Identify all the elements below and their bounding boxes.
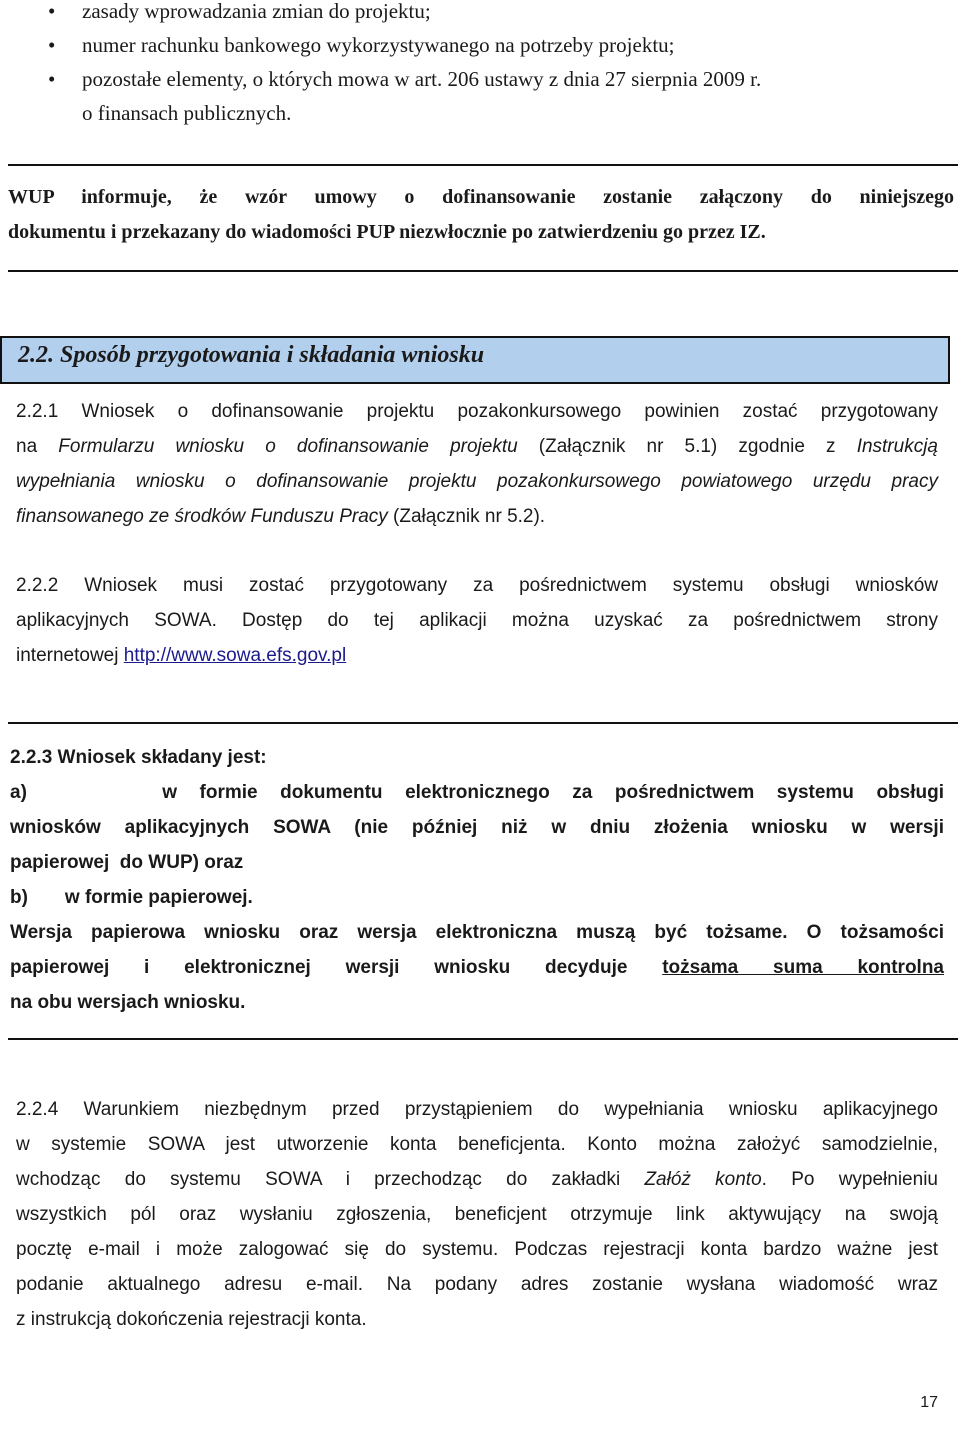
paragraph-line: papierowej i elektronicznej wersji wniosku decyduje tożsama suma kontrolna [10, 957, 944, 978]
paragraph-2-2-1: 2.2.1 Wniosek o dofinansowanie projektu pozakonkursowego powinien zostać przygotowany na Formularzu wniosku o dofinansowanie projektu (Załącznik nr 5.1) zgodnie z Instrukcją wypełniania wniosku o dofinansowanie projektu pozakonkursowego powiatowego urzędu pracy finansowanego ze środków Funduszu Pracy (Załącznik nr 5.2). [16, 394, 938, 534]
bullet-icon: • [48, 0, 56, 23]
divider [8, 722, 958, 724]
page-number: 17 [920, 1394, 938, 1411]
section-heading-box [0, 336, 950, 384]
divider [8, 164, 958, 166]
bullet-icon: • [48, 67, 56, 91]
bullet-icon: • [48, 33, 56, 57]
paragraph-line: na Formularzu wniosku o dofinansowanie projektu (Załącznik nr 5.1) zgodnie z Instrukcją [16, 436, 938, 457]
paragraph-2-2-3: 2.2.3 Wniosek składany jest: a) w formie dokumentu elektronicznego za pośrednictwem systemu obsługi wniosków aplikacyjnych SOWA (nie później niż w dniu złożenia wniosku w wersji papierowej do WUP) oraz b) w formie papierowej. Wersja papierowa wniosku oraz wersja elektroniczna muszą być tożsame. O tożsamości papierowej i elektronicznej wersji wniosku decyduje tożsama suma kontrolna na obu wersjach wniosku. [10, 747, 944, 1013]
paragraph-line: wchodząc do systemu SOWA i przechodząc do zakładki Załóż konto. Po wypełnieniu [16, 1169, 938, 1190]
paragraph-line: finansowanego ze środków Funduszu Pracy (Załącznik nr 5.2). [16, 506, 546, 527]
paragraph-2-2-4: 2.2.4 Warunkiem niezbędnym przed przystąpieniem do wypełniania wniosku aplikacyjnego w systemie SOWA jest utworzenie konta beneficjenta. Konto można założyć samodzielnie, wchodząc do systemu SOWA i przechodząc do zakładki Załóż konto. Po wypełnieniu wszystkich pól oraz wysłaniu zgłoszenia, beneficjent otrzymuje link aktywujący na swoją pocztę e-mail i może zalogować się do systemu. Podczas rejestracji konta bardzo ważne jest podanie aktualnego adresu e-mail. Na podany adres zostanie wysłana wiadomość wraz z instrukcją dokończenia rejestracji konta. [16, 1099, 938, 1330]
sowa-link[interactable]: http://www.sowa.efs.gov.pl [123, 645, 347, 666]
divider [8, 1038, 958, 1040]
wup-info-paragraph: WUP informuje, że wzór umowy o dofinansowanie zostanie załączony do niniejszego dokumentu i przekazany do wiadomości PUP niezwłocznie po zatwierdzeniu go przez IZ. [8, 186, 954, 243]
paragraph-2-2-2: 2.2.2 Wniosek musi zostać przygotowany za pośrednictwem systemu obsługi wniosków aplikacyjnych SOWA. Dostęp do tej aplikacji można uzyskać za pośrednictwem strony internetowej http://www.sowa.efs.gov.pl [16, 568, 938, 673]
divider [8, 270, 958, 272]
section-heading: 2.2. Sposób przygotowania i składania wniosku [18, 342, 485, 368]
paragraph-line: internetowej http://www.sowa.efs.gov.pl [16, 645, 347, 666]
